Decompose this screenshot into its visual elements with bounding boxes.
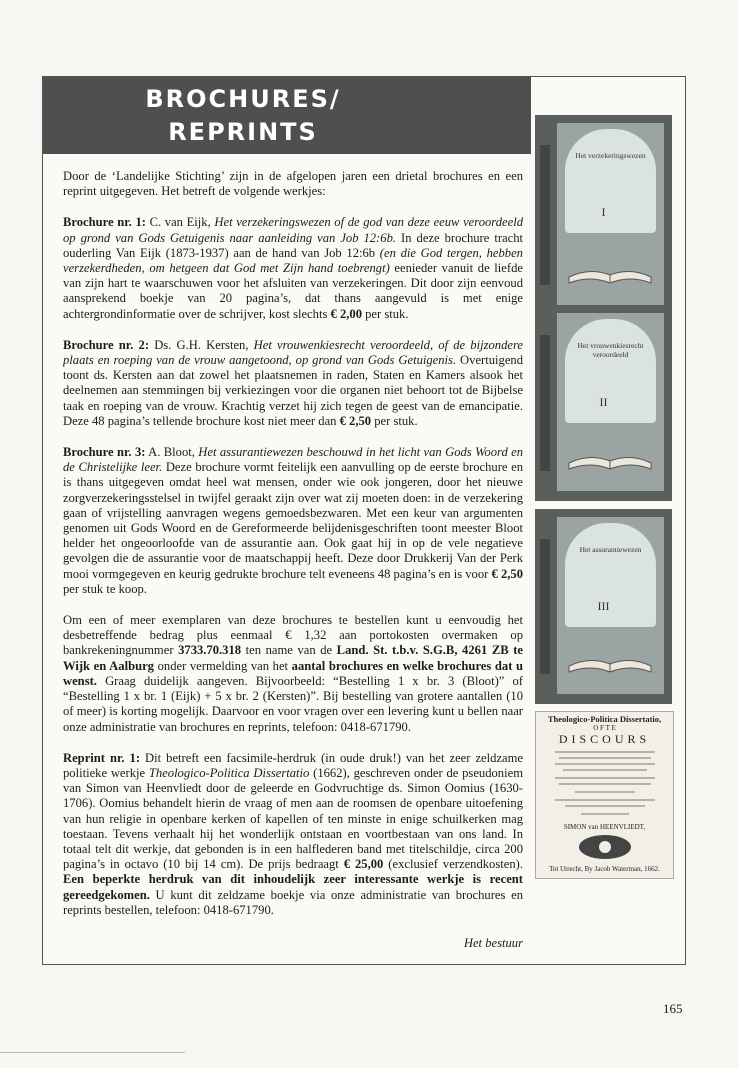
order-text3: onder vermelding van het xyxy=(153,658,292,673)
r1-text2: (1662), geschreven onder de pseudoniem van Simon van Heenvliedt door de geleerde en Godvruchtige ds. Simon Oomius (1630-1706). Oomius behandelt hierin de vraag of men aan de roomsen de openbare uitoefening van hun religie in openbare kerken of kapellen of ten minste in enige schuilkerken mag toestaan. Tevens verhaalt hij het wonderlijk ontstaan en voortbestaan van ons land. In totaal telt dit werkje, dat gebonden is in een halflederen band met titelschildje, circa 200 pagina’s in octavo (10 bij 14 cm). De prijs bedraagt xyxy=(63,765,523,872)
order-text4: Graag duidelijk aangeven. Bijvoorbeeld: “Bestelling 1 x br. 3 (Bloot)” of “Bestelling 1 x br. 1 (Eijk) + 5 x br. 2 (Kersten)”. Bij bestelling van grotere aantallen (10 of meer) is korting mogelijk. Daarvoor en voor vragen over een levering kunt u bellen naar onze administratie van brochures en reprints, telefoon: 0418-671790. xyxy=(63,673,523,734)
b2-price: € 2,50 xyxy=(339,413,372,428)
old-print-lines-icon xyxy=(545,746,665,820)
signature: Het bestuur xyxy=(463,936,523,950)
cover-numeral: III xyxy=(597,599,610,613)
cover-brochure-2 xyxy=(535,305,672,501)
content-frame xyxy=(42,76,686,965)
printer-ornament-icon xyxy=(575,832,635,862)
section-header xyxy=(43,77,531,154)
cover-title: Het assurantiewezen xyxy=(579,545,642,554)
b1-text2: eenieder vanuit de liefde van zijn hart te waarschuwen voor het afsluiten van verzekeringen. Dit door zijn eenvoud aansprekend boekje van 20 pagina’s, dat thans aangevuld is met enige achtergrondinformatie over de schrijver, kost slechts xyxy=(63,261,523,321)
b2-label: Brochure nr. 2: xyxy=(63,337,150,352)
order-text2: ten name van de xyxy=(241,643,337,658)
r1-text3: (exclusief verzendkosten). xyxy=(383,857,523,872)
r1-text1: Dit betreft een facsimile-herdruk (in oude druk!) van het zeer zeldzame politieke werkje xyxy=(63,750,524,780)
order-account: 3733.70.318 xyxy=(178,643,242,658)
b2-end: per stuk. xyxy=(371,413,418,428)
title-page-line4: SIMON van HEENVLIEDT, xyxy=(563,823,646,831)
bottom-rule xyxy=(0,1052,185,1053)
cover-brochure-3 xyxy=(535,509,672,704)
reprint-1-paragraph xyxy=(63,751,523,918)
b1-title: Het verzekeringswezen of de god van deze eeuw veroordeeld op grond van Gods Getuigenis naar aanleiding van Job 12:6b. xyxy=(63,215,524,245)
intro-paragraph xyxy=(63,169,523,199)
b3-end: per stuk te koop. xyxy=(63,581,147,596)
b3-text: Deze brochure vormt feitelijk een aanvulling op de eerste brochure en is thans uitgegeven omdat heel wat mensen, onder wie ook jongeren, door het nieuwe zorgverzekeringsstelsel in twijfel geraakt zijn over wat zij moeten doen: in de verzekering gaan of vrijstelling aanvragen wegens gemoedsbezwaren. Met een keur van argumenten genomen uit Gods Woord en de Gereformeerde belijdenisgeschriften toont meester Bloot helder het ongeoorloofde van de assurantie aan. Ook gaat hij in op de vele negatieve gevolgen die de assurantie voor de maatschappij heeft. Deze door Drukkerij Van der Perk mooi vormgegeven en keurig gedrukte brochure telt eveneens 48 pagina’s en is voor xyxy=(63,460,523,581)
title-page-line1: Theologico-Politica Dissertatio, xyxy=(547,714,662,724)
b1-text1: In deze brochure tracht ouderling Van Eijk (1873-1937) aan de hand van Job 12:6b xyxy=(63,230,523,260)
b3-title: Het assurantiewezen beschouwd in het licht van Gods Woord en de Christelijke leer. xyxy=(63,445,524,475)
order-bold: aantal brochures en welke brochures dat u wenst. xyxy=(63,658,524,688)
header-title-line1: BROCHURES/ xyxy=(145,85,341,113)
open-book-icon xyxy=(565,249,655,289)
order-name: Land. St. t.b.v. S.G.B, 4261 ZB te Wijk en Aalburg xyxy=(63,643,523,673)
r1-text4: U kunt dit zeldzame boekje via onze administratie van brochures en reprints bestellen, telefoon: 0418-671790. xyxy=(63,887,523,917)
b1-price: € 2,00 xyxy=(330,306,362,321)
title-page-line5: Tot Utrecht, By Jacob Waterman, 1662. xyxy=(549,865,660,873)
b1-author: C. van Eijk, xyxy=(145,215,215,230)
cover-numeral: II xyxy=(599,395,608,409)
b1-quote: (en die God tergen, hebben verzekerdheden, om hetgeen dat God met Zijn hand toebrengt) xyxy=(63,245,523,276)
b2-author: Ds. G.H. Kersten, xyxy=(149,337,254,352)
order-text1: Om een of meer exemplaren van deze brochures te bestellen kunt u eenvoudig het desbetreffende bedrag plus eenmaal € 1,32 aan portokosten overmaken op bankrekeningnummer xyxy=(63,613,523,658)
brochure-3-paragraph xyxy=(63,445,523,597)
cover-brochure-1 xyxy=(535,115,672,315)
brochure-2-paragraph xyxy=(63,338,523,429)
b2-text: Overtuigend toont ds. Kersten aan dat zowel het plaatsnemen in raden, Staten en Kamers alsook het deelnemen aan stemmingen bij verkiezingen voor die organen niet behoort tot de Bijbelse taak en roeping van de vrouw. Krachtig verzet hij zich tegen de geest van de emancipatie. Deze 48 pagina’s tellende brochure kost niet meer dan xyxy=(63,353,523,428)
b1-label: Brochure nr. 1: xyxy=(63,215,146,230)
r1-label: Reprint nr. 1: xyxy=(63,750,141,765)
open-book-icon xyxy=(565,435,655,475)
order-paragraph xyxy=(63,613,523,735)
article-body xyxy=(63,169,523,934)
page-number: 165 xyxy=(663,1001,683,1016)
cover-title: Het verzekeringswezen xyxy=(575,151,646,160)
r1-price: € 25,00 xyxy=(343,857,384,872)
intro-text: Door de ‘Landelijke Stichting’ zijn in de afgelopen jaren een drietal brochures en een reprint uitgegeven. Het betreft de volgende werkjes: xyxy=(63,169,523,199)
b3-author: A. Bloot, xyxy=(145,445,199,460)
title-page-line2: O F T E xyxy=(593,724,616,732)
b1-end: per stuk. xyxy=(361,306,409,321)
b3-label: Brochure nr. 3: xyxy=(63,445,146,460)
r1-title: Theologico-Politica Dissertatio xyxy=(148,765,310,780)
cover-title: Het vrouwenkiesrecht veroordeeld xyxy=(577,341,644,359)
brochure-1-paragraph xyxy=(63,215,523,321)
b2-title: Het vrouwenkiesrecht veroordeeld, of de bijzondere plaats en roeping van de vrouw aangetoond, op grond van Gods Getuigenis. xyxy=(63,337,524,368)
open-book-icon xyxy=(565,638,655,678)
r1-bold: Een beperkte herdruk van dit inhoudelijk zeer interessante werkje is recent gereedgekomen. xyxy=(63,872,523,902)
b3-price: € 2,50 xyxy=(491,566,524,581)
title-page-line3: DISCOURS xyxy=(558,732,651,746)
header-title-line2: REPRINTS xyxy=(168,118,318,146)
reprint-title-page xyxy=(535,711,674,879)
cover-numeral: I xyxy=(601,205,606,219)
